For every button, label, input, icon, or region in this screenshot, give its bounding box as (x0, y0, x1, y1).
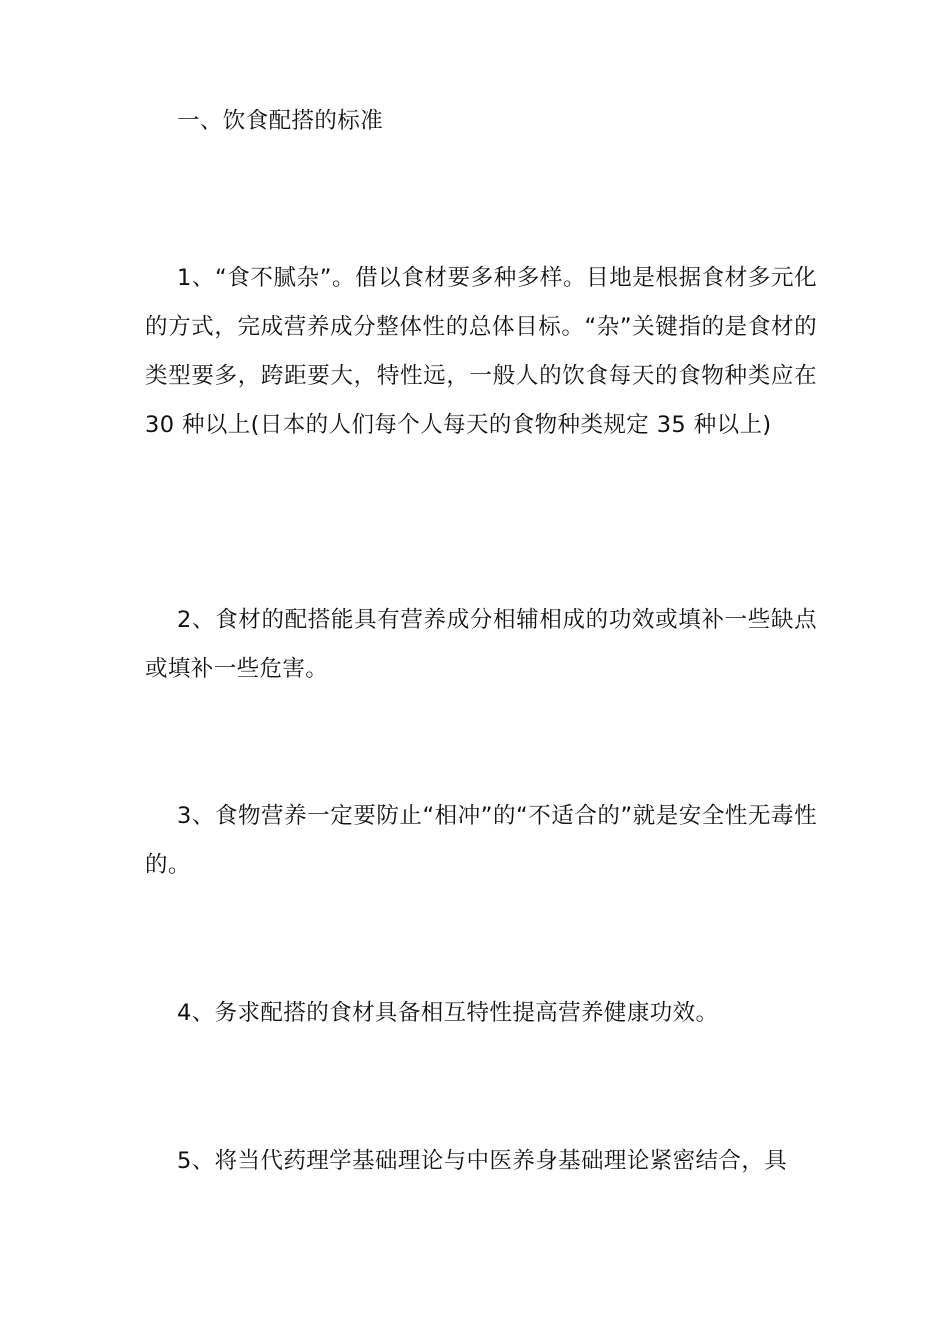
paragraph-2: 2、食材的配搭能具有营养成分相辅相成的功效或填补一些缺点或填补一些危害。 (145, 607, 817, 682)
section-heading: 一、饮食配搭的标准 (177, 108, 384, 134)
paragraph-4: 4、务求配搭的食材具备相互特性提高营养健康功效。 (177, 1000, 719, 1026)
paragraph-3: 3、食物营养一定要防止“相冲”的“不适合的”就是安全性无毒性的。 (145, 803, 817, 878)
paragraph-1: 1、“食不腻杂”。借以食材要多种多样。目地是根据食材多元化的方式，完成营养成分整体性的总体目标。“杂”关键指的是食材的类型要多，跨距要大，特性远，一般人的饮食每天的食物种类应在 30 种以上(日本的人们每个人每天的食物种类规定 35 种以上) (145, 265, 817, 438)
paragraph-5: 5、将当代药理学基础理论与中医养身基础理论紧密结合，具 (177, 1148, 788, 1174)
